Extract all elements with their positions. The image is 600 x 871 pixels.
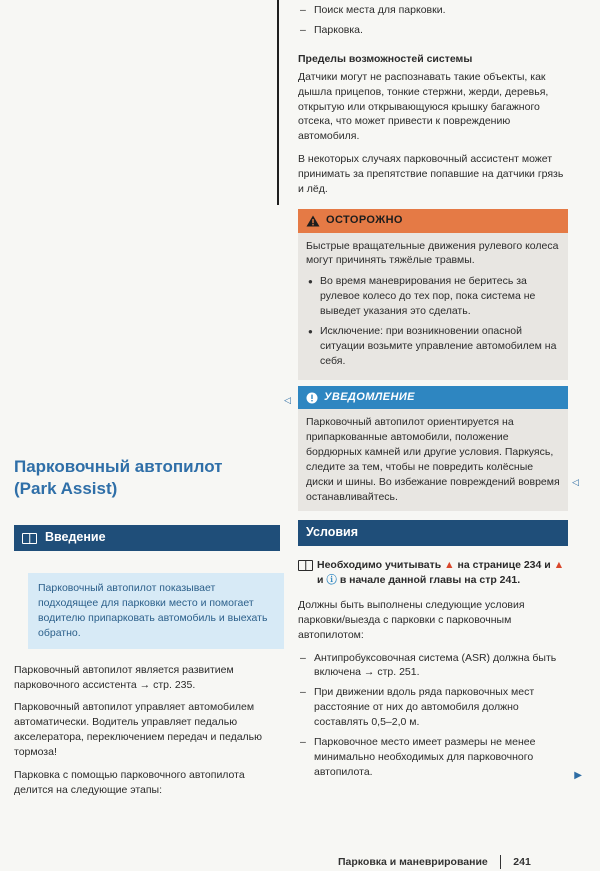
conditions-heading: Условия bbox=[306, 525, 359, 540]
book-icon bbox=[22, 533, 37, 544]
page-footer bbox=[338, 855, 531, 870]
title-line-1: Парковочный автопилот bbox=[14, 457, 223, 476]
caution-label: ОСТОРОЖНО bbox=[326, 213, 403, 226]
warning-triangle-icon: ▲ bbox=[553, 559, 565, 571]
conditions-reference bbox=[298, 558, 568, 588]
warning-triangle-icon: ▲ bbox=[444, 559, 455, 571]
chapter-title bbox=[14, 456, 274, 500]
title-line-2: (Park Assist) bbox=[14, 479, 118, 499]
intro-paragraph-2: Парковочный автопилот управляет автомобилем автоматически. Водитель управляет педалью акселератора, переключением передач и педалью тормоза! bbox=[14, 701, 263, 759]
intro-heading: Введение bbox=[45, 530, 106, 545]
stages-list-continued bbox=[298, 3, 568, 38]
left-column-lower bbox=[14, 525, 280, 806]
notice-body bbox=[298, 409, 568, 510]
intro-section-bar bbox=[14, 525, 280, 551]
right-column-top bbox=[298, 3, 568, 511]
intro-paragraph-1: Парковочный автопилот является развитием парковочного ассистента → стр. 235. bbox=[14, 663, 234, 691]
page-number: 241 bbox=[513, 856, 531, 868]
caution-bullets bbox=[306, 274, 560, 368]
right-pointer-icon: ◁ bbox=[572, 477, 579, 487]
list-item: – Поиск места для парковки. bbox=[298, 3, 568, 18]
notice-text: Парковочный автопилот ориентируется на припаркованные автомобили, положение бордюрных камней или другие условия. Паркуясь, следите за тем, чтобы не повредить колёсные диски и шины. Во избежание повреждений вовремя останавливайтесь. bbox=[306, 416, 560, 503]
continue-arrow-icon: ▶ bbox=[574, 770, 582, 781]
notice-box bbox=[298, 386, 568, 511]
info-circle-icon bbox=[306, 392, 318, 404]
intro-summary-box: Парковочный автопилот показывает подходящее для парковки место и помогает водителю припарковать автомобиль и выехать обратно. bbox=[28, 573, 284, 649]
caution-bullet: ● Во время маневрирования не беритесь за рулевое колесо до тех пор, пока система не выведет указания это сделать. bbox=[306, 274, 560, 319]
caution-body bbox=[298, 233, 568, 380]
footer-section-title: Парковка и маневрирование bbox=[338, 856, 488, 868]
notice-label: УВЕДОМЛЕНИЕ bbox=[324, 390, 415, 403]
book-icon bbox=[298, 560, 313, 571]
intro-paragraph-3: Парковка с помощью парковочного автопилота делится на следующие этапы: bbox=[14, 769, 245, 796]
list-item: – Парковочное место имеет размеры не менее минимально необходимых для парковочного автопилота. bbox=[298, 735, 568, 780]
limits-paragraph-2: В некоторых случаях парковочный ассистент может принимать за препятствие попавшие на датчики грязь и лёд. bbox=[298, 153, 564, 196]
info-circle-icon: ⓘ bbox=[326, 573, 337, 586]
list-item: – Антипробуксовочная система (ASR) должна быть включена → стр. 251. bbox=[298, 651, 568, 681]
list-item: – Парковка. bbox=[298, 23, 568, 38]
caution-header bbox=[298, 209, 568, 233]
caution-bullet: ● Исключение: при возникновении опасной ситуации возьмите управление автомобилем на себя. bbox=[306, 324, 560, 369]
caution-intro: Быстрые вращательные движения рулевого колеса могут причинять тяжёлые травмы. bbox=[306, 239, 559, 267]
column-divider bbox=[277, 0, 279, 205]
caution-box bbox=[298, 209, 568, 380]
conditions-list bbox=[298, 651, 568, 780]
conditions-paragraph: Должны быть выполнены следующие условия парковки/выезда с парковки с парковочным автопилотом: bbox=[298, 598, 525, 641]
list-item: – При движении вдоль ряда парковочных мест расстояние от них до автомобиля должно составлять 0,5–2,0 м. bbox=[298, 685, 568, 730]
notice-header bbox=[298, 386, 568, 410]
limits-paragraph-1: Датчики могут не распознавать такие объекты, как дышла прицепов, тонкие стержни, жерди, деревья, открытую или открывающуюся крышку багажного отсека, что может привести к повреждению автомобиля. bbox=[298, 70, 549, 143]
conditions-section-bar bbox=[298, 520, 568, 546]
left-pointer-icon: ◁ bbox=[284, 395, 291, 405]
empty-left-area bbox=[14, 0, 270, 440]
warning-triangle-icon bbox=[306, 215, 320, 227]
reference-text: Необходимо учитывать ▲ на странице 234 и ▲ и ⓘ в начале данной главы на стр 241. bbox=[317, 559, 565, 586]
right-column-lower bbox=[298, 520, 568, 785]
footer-separator bbox=[500, 855, 502, 869]
limits-heading: Пределы возможностей системы bbox=[298, 52, 473, 65]
